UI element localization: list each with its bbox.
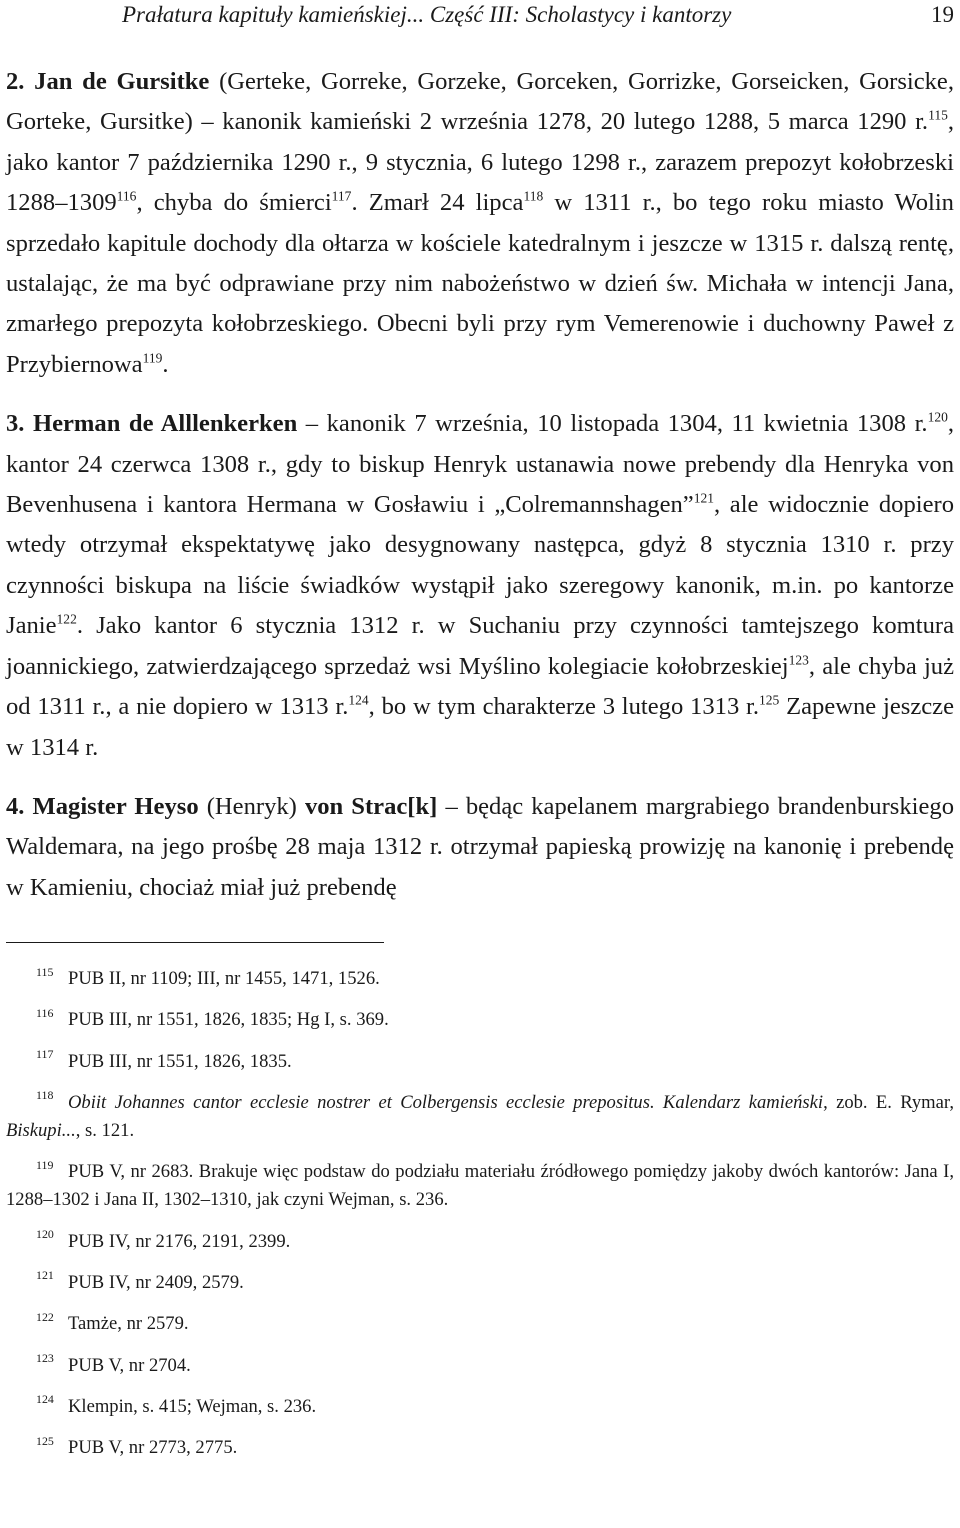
footnote-ref[interactable]: 120 [927,409,948,425]
document-page [6,0,954,1475]
text-run: , jako kantor 7 października 1290 r., 9 stycznia, 6 lutego 1298 r., zarazem prepozyt kołobrzeski 1288–1309 [6,108,954,217]
text-run: PUB III, nr 1551, 1826, 1835; Hg I, s. 369. [68,1009,389,1031]
footnote-ref[interactable]: 122 [56,611,77,627]
text-run: PUB V, nr 2683. Brakuje więc podstaw do podziału materiału źródłowego pomiędzy jakoby dwóch kantorów: Jana I, 1288–1302 i Jana II, 1302–1310, jak czyni Wejman, s. 236. [6,1161,954,1211]
page-number: 19 [931,2,954,27]
text-run: (Henryk) [198,792,305,820]
footnote-125: 125 PUB V, nr 2773, 2775. [36,1433,238,1459]
text-run: . Zmarł 24 lipca [351,189,524,217]
text-run: , s. 121. [75,1120,135,1142]
entry-3-paragraph [6,404,954,768]
footnote-ref[interactable]: 123 [788,651,809,667]
bold-heading: 4. Magister Heyso [6,792,199,820]
text-run: , ale widocznie dopiero wtedy otrzymał ekspektatywę jako desygnowany następca, gdyż 8 stycznia 1310 r. przy czynności biskupa na liście świadków wystąpił jako szeregowy kanonik, m.in. po kantorze Janie [6,491,954,640]
text-run: , ale chyba już od 1311 r., a nie dopiero w 1313 r. [6,652,954,721]
footnote-120: 120 PUB IV, nr 2176, 2191, 2399. [36,1227,291,1252]
footnote-118: 118 Obiit Johannes cantor ecclesie nostrer et Colbergensis ecclesie prepositus. Kalendarz kamieński, zob. E. Rymar, Biskupi..., s. 121. [6,1088,954,1142]
footnotes-list [6,965,954,1462]
footnote-122: 122 Tamże, nr 2579. [36,1309,189,1335]
footnote-119: 119 PUB V, nr 2683. Brakuje więc podstaw do podziału materiału źródłowego pomiędzy jakoby dwóch kantorów: Jana I, 1288–1302 i Jana II, 1302–1310, jak czyni Wejman, s. 236. [6,1157,954,1211]
text-run: . Jako kantor 6 stycznia 1312 r. w Suchaniu przy czynności tamtejszego komtura joannickiego, zatwierdzającego sprzedaż wsi Myślino kolegiacie kołobrzeskiej [6,612,954,680]
text-run: PUB II, nr 1109; III, nr 1455, 1471, 1526. [68,968,380,990]
text-run: Zapewne jeszcze w 1314 r. [6,693,954,761]
footnote-ref[interactable]: 121 [693,490,714,506]
italic-text: Obiit Johannes cantor ecclesie nostrer et Colbergensis ecclesie prepositus. Kalendarz kamieński [68,1092,824,1114]
text-run: PUB III, nr 1551, 1826, 1835. [68,1050,292,1072]
footnote-116: 116 PUB III, nr 1551, 1826, 1835; Hg I, s. 369. [36,1005,389,1031]
bold-heading: von Strac[k] [304,792,438,820]
bold-heading: 2. Jan de Gursitke [6,68,210,95]
text-run: (Gerteke, Gorreke, Gorzeke, Gorceken, Gorrizke, Gorseicken, Gorsicke, Gorteke, Gursitke) – kanonik kamieński 2 września 1278, 20 lutego 1288, 5 marca 1290 r. [6,68,955,136]
running-title: Prałatura kapituły kamieńskiej... Część III: Scholastycy i kantorzy [122,2,732,27]
text-run: – kanonik 7 września, 10 listopada 1304, 11 kwietnia 1308 r. [297,410,928,438]
footnote-separator [6,942,384,943]
italic-text: Biskupi... [6,1120,76,1142]
text-run: PUB V, nr 2704. [68,1354,191,1376]
running-header [6,2,954,42]
footnote-ref[interactable]: 124 [348,692,369,708]
text-run: , bo w tym charakterze 3 lutego 1313 r. [368,693,760,721]
text-run: . [162,350,169,378]
text-run: PUB V, nr 2773, 2775. [68,1437,238,1459]
entry-2-paragraph [6,62,954,385]
text-run: – będąc kapelanem margrabiego brandenburskiego Waldemara, na jego prośbę 28 maja 1312 r. otrzymał papieską prowizję na kanonię i prebendę w Kamieniu, chociaż miał już prebendę [6,792,954,901]
footnote-115: 115 PUB II, nr 1109; III, nr 1455, 1471, 1526. [36,964,380,990]
footnote-ref[interactable]: 116 [116,188,137,204]
text-run: Klempin, s. 415; Wejman, s. 236. [68,1395,317,1417]
text-run: PUB IV, nr 2409, 2579. [68,1271,244,1293]
footnote-ref[interactable]: 119 [142,350,163,366]
text-run: PUB IV, nr 2176, 2191, 2399. [68,1230,291,1252]
text-run: Tamże, nr 2579. [68,1313,189,1335]
text-run: w 1311 r., bo tego roku miasto Wolin sprzedało kapitule dochody dla ołtarza w kościele katedralnym i jeszcze w 1315 r. dalszą rentę, ustalając, że ma być odprawiane przy nim nabożeństwo w dzień św. Michała w intencji Jana, zmarłego prepozyta kołobrzeskiego. Obecni byli przy rym Vemerenowie i duchowny Paweł z Przybiernowa [6,189,954,378]
footnote-ref[interactable]: 125 [759,692,780,708]
text-run: , kantor 24 czerwca 1308 r., gdy to biskup Henryk ustanawia nowe prebendy dla Henryka von Bevenhusena i kantora Hermana w Gosławiu i „Colremannshagen” [6,410,954,519]
text-run: , zob. E. Rymar, [823,1092,954,1114]
footnote-123: 123 PUB V, nr 2704. [36,1350,191,1376]
footnote-121: 121 PUB IV, nr 2409, 2579. [36,1268,244,1293]
footnote-117: 117 PUB III, nr 1551, 1826, 1835. [36,1047,292,1072]
bold-heading: 3. Herman de Alllenkerken [6,410,298,438]
entry-4-paragraph [6,787,954,908]
footnote-ref[interactable]: 115 [928,107,948,123]
text-run: , chyba do śmierci [136,189,332,217]
footnote-124: 124 Klempin, s. 415; Wejman, s. 236. [36,1392,317,1417]
footnote-ref[interactable]: 118 [523,188,544,204]
footnote-ref[interactable]: 117 [331,188,352,204]
